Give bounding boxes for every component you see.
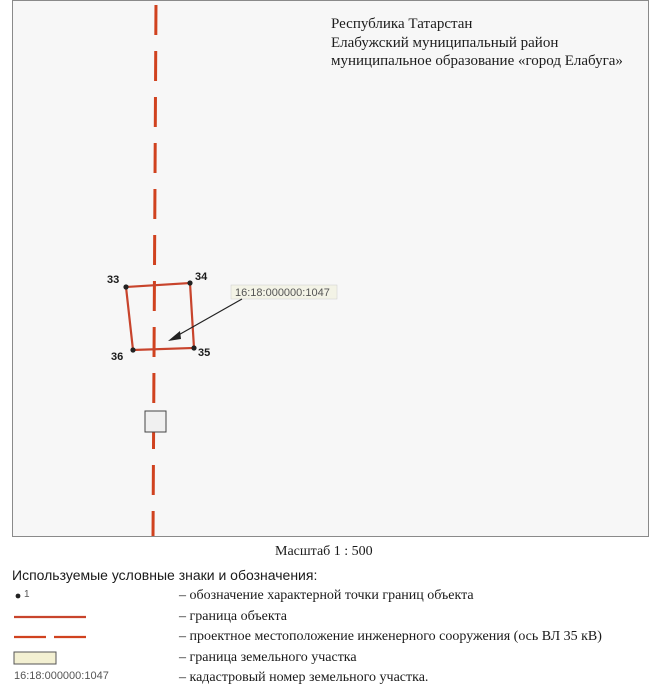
cadastral-callout-label: 16:18:000000:1047 bbox=[235, 287, 330, 299]
point-label-35: 35 bbox=[198, 347, 211, 359]
legend-title: Используемые условные знаки и обозначения: bbox=[12, 567, 318, 583]
legend-symbol-point-label: 1 bbox=[24, 589, 30, 600]
region-header bbox=[331, 15, 623, 71]
legend-desc-cadastral: – кадастровый номер земельного участка. bbox=[179, 670, 428, 686]
legend-row-cadastral bbox=[12, 669, 642, 689]
scale-label: Масштаб 1 : 500 bbox=[275, 544, 373, 559]
region-line-municipality: муниципальное образование «город Елабуга» bbox=[331, 53, 623, 69]
point-label-36: 36 bbox=[111, 351, 124, 363]
object-boundary bbox=[126, 283, 194, 350]
legend-symbol-land-plot bbox=[12, 649, 172, 669]
legend-symbol-cadastral-label: 16:18:000000:1047 bbox=[14, 670, 109, 682]
boundary-point-34[interactable] bbox=[187, 280, 192, 285]
map-frame bbox=[12, 0, 649, 537]
map-canvas bbox=[13, 1, 649, 537]
legend-symbol-axis bbox=[12, 628, 172, 648]
legend-symbol-point bbox=[12, 587, 172, 607]
land-plot-square bbox=[145, 411, 166, 432]
region-line-republic: Республика Татарстан bbox=[331, 16, 473, 32]
legend-row-land-plot bbox=[12, 649, 642, 669]
boundary-point-35[interactable] bbox=[191, 345, 196, 350]
point-label-33: 33 bbox=[107, 274, 120, 286]
power-line-axis bbox=[153, 1, 156, 537]
boundary-point-33[interactable] bbox=[123, 284, 128, 289]
legend-symbol-cadastral bbox=[12, 669, 172, 689]
legend-symbol-boundary bbox=[12, 608, 172, 628]
legend-desc-boundary: – граница объекта bbox=[179, 609, 287, 625]
legend-row-point bbox=[12, 587, 642, 607]
point-label-34: 34 bbox=[195, 271, 208, 283]
legend-row-boundary bbox=[12, 608, 642, 628]
legend-desc-point: – обозначение характерной точки границ объекта bbox=[179, 588, 474, 604]
legend-desc-land-plot: – граница земельного участка bbox=[179, 650, 357, 666]
callout-arrow-line bbox=[175, 299, 242, 337]
callout-arrowhead bbox=[168, 331, 181, 341]
boundary-point-36[interactable] bbox=[130, 347, 135, 352]
region-line-district: Елабужский муниципальный район bbox=[331, 34, 559, 51]
legend-desc-axis: – проектное местоположение инженерного сооружения (ось ВЛ 35 кВ) bbox=[179, 629, 602, 645]
legend-row-axis bbox=[12, 628, 642, 648]
